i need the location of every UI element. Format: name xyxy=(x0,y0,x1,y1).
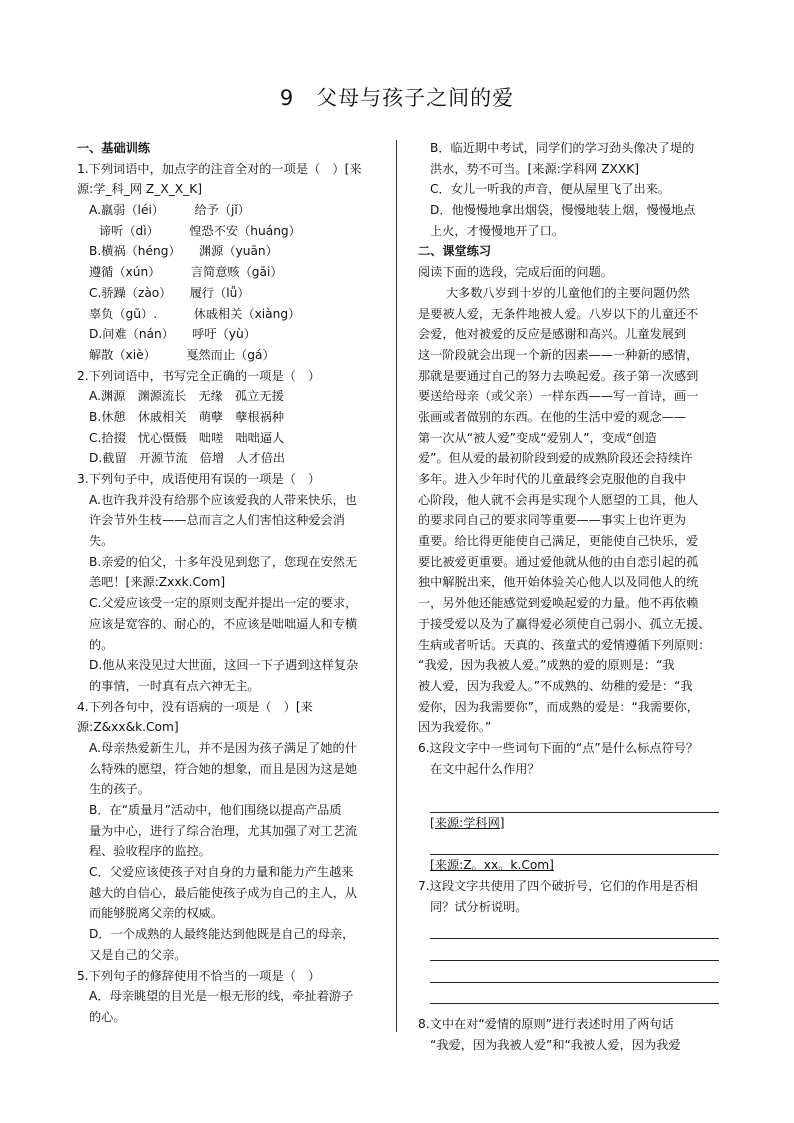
left-line: 2.下列词语中，书写完全正确的一项是（ ） xyxy=(77,368,321,383)
left-line: B．在“质量月”活动中，他们围绕以提高产品质 xyxy=(89,803,342,817)
left-line: 应该是宽容的、耐心的，不应该是咄咄逼人和专横 xyxy=(89,616,358,631)
right-column-passage xyxy=(418,138,721,779)
right_top-line: D．他慢慢地拿出烟袋，慢慢地装上烟，慢慢地点 xyxy=(430,203,696,218)
page-title: 9 父母与孩子之间的爱 xyxy=(279,86,515,110)
left-line: B.横祸（héng） 渊源（yuān） xyxy=(89,244,278,259)
right_top-line: 的要求同自己的要求同等重要——事实上也许更为 xyxy=(418,513,687,528)
question-7-line: 同？试分析说明。 xyxy=(430,899,528,914)
right_top-line: 在文中起什么作用？ xyxy=(430,761,540,776)
answer-line[interactable] xyxy=(430,961,719,983)
right_top-line: “我爱，因为我被人爱。”成熟的爱的原则是：“我 xyxy=(418,658,675,673)
left-line: 源:Z&xx&k.Com] xyxy=(77,720,179,735)
left-line: D.问难（nán） 呼吁（yù） xyxy=(89,327,256,342)
right_top-line: 爱”。但从爱的最初阶段到爱的成熟阶段还会持续许 xyxy=(418,451,693,466)
right_top-line: 第一次从“被人爱”变成“爱别人”，变成“创造 xyxy=(418,430,657,445)
right_top-line: 多年。进入少年时代的儿童最终会克服他的自我中 xyxy=(418,472,687,486)
right_top-line: 独中解脱出来，他开始体验关心他人以及同他人的统 xyxy=(418,575,699,590)
left-column xyxy=(77,138,399,1028)
right_top-line: 6.这段文字中一些词句下面的“点”是什么标点符号？ xyxy=(418,740,699,755)
answer-line[interactable] xyxy=(430,917,719,939)
left-line: C.拾掇 忧心慑慑 咄嗟 咄咄逼人 xyxy=(89,430,285,445)
left-line: 又是自己的父亲。 xyxy=(89,947,187,962)
right_top-line: 阅读下面的选段，完成后面的问题。 xyxy=(418,265,613,280)
right_top-line: 会爱，他对被爱的反应是感谢和高兴。儿童发展到 xyxy=(418,327,687,342)
right_top-line: 爱你，因为我需要你”，而成熟的爱是：“我需要你， xyxy=(418,699,699,714)
right_top-line: B．临近期中考试，同学们的学习劲头像决了堤的 xyxy=(430,141,695,155)
left-line: A.羸弱（léi） 给予（jǐ） xyxy=(89,203,251,218)
left-line: 源:学_科_网 Z_X_X_K] xyxy=(77,182,202,197)
left-line: 而能够脱离父亲的权威。 xyxy=(89,906,224,921)
left-line: A.母亲热爱新生儿，并不是因为孩子满足了她的什 xyxy=(89,740,357,755)
right_top-line: 于接受爱以及为了赢得爱必须使自己弱小、孤立无援、 xyxy=(418,616,711,631)
left-line: 量为中心，进行了综合治理，尤其加强了对工艺流 xyxy=(89,823,358,838)
source-note: [来源:学科网] xyxy=(430,816,505,830)
right_top-line: 要送给母亲（或父亲）一样东西——写一首诗，画一 xyxy=(418,389,699,404)
left-line: 一、基础训练 xyxy=(77,141,151,155)
left-line: 4.下列各句中，没有语病的一项是（ ）[来 xyxy=(77,699,313,714)
left-line: A．母亲眺望的目光是一根无形的线，牵扯着游子 xyxy=(89,989,354,1004)
right_top-line: 是要被人爱，无条件地被人爱。八岁以下的儿童还不 xyxy=(418,306,699,321)
question-8-line: 8.文中在对“爱情的原则”进行表述时用了两句话 xyxy=(418,1017,674,1032)
question-8-line: “我爱，因为我被人爱”和“我被人爱，因为我爱 xyxy=(430,1037,681,1052)
right_top-line: 二、课堂练习 xyxy=(418,244,492,259)
left-line: 5.下列句子的修辞使用不恰当的一项是（ ） xyxy=(77,968,321,983)
left-line: 的。 xyxy=(89,637,114,652)
left-line: 生的孩子。 xyxy=(89,782,150,797)
left-line: C.骄躁（zào） 履行（lǚ） xyxy=(89,285,250,300)
answer-line[interactable] xyxy=(430,983,719,1005)
question-7-line: 7.这段文字共使用了四个破折号，它们的作用是否相 xyxy=(418,879,698,894)
left-line: 失。 xyxy=(89,534,114,549)
right_top-line: 洪水，势不可当。[来源:学科网 ZXXK] xyxy=(430,161,639,176)
right_top-line: 重要。给比得更能使自己满足，更能使自己快乐，爱 xyxy=(418,534,699,549)
right_top-line: 上火，才慢慢地开了口。 xyxy=(430,223,565,238)
right_top-line: 那就是要通过自己的努力去唤起爱。孩子第一次感到 xyxy=(418,368,699,383)
left-line: 恙吧！[来源:Zxxk.Com] xyxy=(89,575,226,590)
right_top-line: 张画或者做别的东西。在他的生活中爱的观念—— xyxy=(418,409,687,424)
left-line: D.他从来没见过大世面，这回一下子遇到这样复杂 xyxy=(89,658,359,673)
right_top-line: 要比被爱更重要。通过爱他就从他的由自恋引起的孤 xyxy=(418,554,699,569)
left-line: B.休憩 休戚相关 萌孽 孽根祸种 xyxy=(89,409,285,424)
left-line: 谛听（dì） 惶恐不安（huáng） xyxy=(99,223,301,238)
right_top-line: 因为我爱你。” xyxy=(418,720,492,735)
column-divider xyxy=(396,140,397,1032)
left-line: A.渊源 渊源流长 无缘 孤立无援 xyxy=(89,389,284,404)
left-line: 越大的自信心，最后能使孩子成为自己的主人，从 xyxy=(89,885,358,900)
answer-line[interactable] xyxy=(430,939,719,961)
left-line: 程、验收程序的监控。 xyxy=(89,844,211,859)
left-line: B.亲爱的伯父，十多年没见到您了，您现在安然无 xyxy=(89,554,358,569)
answer-line[interactable] xyxy=(430,791,719,813)
left-line: C．父爱应该使孩子对自身的力量和能力产生越来 xyxy=(89,865,354,880)
answer-line[interactable] xyxy=(430,834,719,856)
left-line: C.父爱应该受一定的原则支配并提出一定的要求， xyxy=(89,596,358,611)
left-line: A.也许我并没有给那个应该爱我的人带来快乐，也 xyxy=(89,492,357,507)
left-line: 么特殊的愿望，符合她的想象，而且是因为这是她 xyxy=(89,761,358,776)
right_top-line: 一，另外他还能感觉到爱唤起爱的力量。他不再依赖 xyxy=(418,596,699,611)
left-line: 的心。 xyxy=(89,1009,126,1024)
left-line: 辜负（gū）. 休戚相关（xiàng） xyxy=(89,306,301,321)
right_top-line: 心阶段，他人就不会再是实现个人愿望的工具，他人 xyxy=(418,492,699,507)
right_top-line: 这一阶段就会出现一个新的因素——一种新的感情， xyxy=(418,347,699,362)
left-line: 许会节外生枝——总而言之人们害怕这种爱会消 xyxy=(89,513,345,528)
left-line: 遵循（xún） 言简意赅（gāi） xyxy=(89,265,283,280)
left-line: 的事情，一时真有点六神无主。 xyxy=(89,678,260,693)
right_top-line: 被人爱，因为我爱人。”不成熟的、幼稚的爱是：“我 xyxy=(418,678,693,693)
left-line: 1.下列词语中，加点字的注音全对的一项是（ ）[来 xyxy=(77,161,362,176)
left-line: D.截留 开源节流 倍增 人才倍出 xyxy=(89,451,286,466)
left-line: 3.下列句子中，成语使用有误的一项是（ ） xyxy=(77,472,321,486)
right_top-line: C．女儿一听我的声音，便从屋里飞了出来。 xyxy=(430,182,671,197)
source-note: [来源:Z。xx。k.Com] xyxy=(430,858,554,873)
right_top-line: 大多数八岁到十岁的儿童他们的主要问题仍然 xyxy=(446,285,690,300)
right-column xyxy=(418,138,721,1056)
right_top-line: 生病或者听话。天真的、孩童式的爱情遵循下列原则： xyxy=(418,637,711,652)
left-line: D．一个成熟的人最终能达到他既是自己的母亲， xyxy=(89,927,355,942)
left-line: 解散（xiè） 戛然而止（gá） xyxy=(89,347,275,362)
